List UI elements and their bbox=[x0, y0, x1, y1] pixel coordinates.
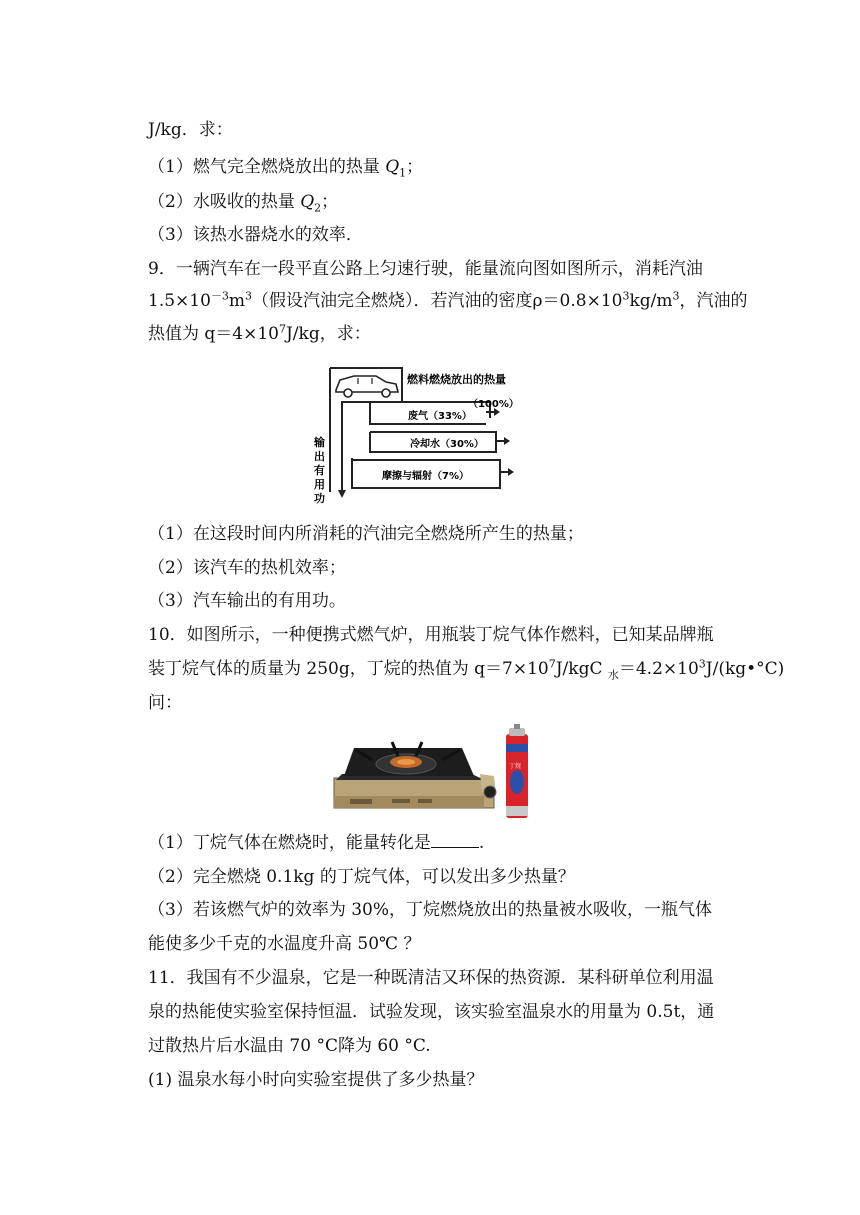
gas-canister-icon bbox=[506, 724, 528, 818]
diagram-useful-work-5: 功 bbox=[314, 492, 325, 505]
text-line: （3）若该燃气炉的效率为 30%，丁烷燃烧放出的热量被水吸收，一瓶气体 bbox=[148, 900, 713, 920]
text-line: （1）丁烷气体在燃烧时，能量转化是 . bbox=[148, 833, 485, 853]
diagram-total: （100%） bbox=[468, 399, 519, 410]
text-line: $1.5\times 10^{-3}m^3$（假设汽油完全燃烧）．若汽油的密度$\rho=0.8\times 10^3kg/m^3$，汽油的 bbox=[148, 289, 748, 311]
diagram-useful-work-4: 用 bbox=[314, 478, 325, 491]
text-line: 问： bbox=[148, 693, 182, 713]
text-line: （2）该汽车的热机效率； bbox=[148, 558, 346, 578]
question-11-text: 11．我国有不少温泉，它是一种既清洁又环保的热资源．某科研单位利用温 bbox=[148, 968, 714, 988]
car-icon bbox=[336, 376, 398, 397]
portable-stove-image bbox=[332, 724, 532, 820]
text-line: （2）完全燃烧 0.1kg 的丁烷气体，可以发出多少热量？ bbox=[148, 867, 575, 887]
diagram-coolant: 冷却水（30%） bbox=[410, 439, 484, 450]
text-line: 热值为 $q=4\times 10^7J/kg$，求： bbox=[148, 322, 371, 344]
text-line: 能使多少千克的水温度升高 50℃ ？ bbox=[148, 934, 421, 954]
text-line: 过散热片后水温由 70 °C降为 60 °C. bbox=[148, 1036, 431, 1056]
can-label: 丁烷 bbox=[509, 763, 522, 770]
diagram-useful-work-3: 有 bbox=[314, 464, 325, 477]
text-line: 装丁烷气体的质量为 250g，丁烷的热值为 $q=7\times 10^7J$/kgC $_水=4.2\times 10^3J/(kg•^\circ C)$ bbox=[148, 657, 785, 682]
diagram-exhaust: 废气（33%） bbox=[408, 411, 472, 422]
answer-blank[interactable] bbox=[431, 831, 479, 848]
text-line: （1）燃气完全燃烧放出的热量 $Q_1$； bbox=[148, 157, 424, 180]
text-line: J/kg．求： bbox=[148, 120, 233, 140]
text-line: （3）该热水器烧水的效率． bbox=[148, 225, 363, 245]
diagram-friction: 摩擦与辐射（7%） bbox=[382, 471, 469, 482]
question-9-text: 9．一辆汽车在一段平直公路上匀速行驶，能量流向图如图所示，消耗汽油 bbox=[148, 259, 703, 279]
energy-flow-diagram bbox=[310, 362, 535, 512]
diagram-title: 燃料燃烧放出的热量 bbox=[407, 373, 506, 386]
diagram-useful-work-2: 出 bbox=[314, 450, 325, 463]
diagram-useful-work-1: 输 bbox=[314, 436, 325, 449]
text-line: (1) 温泉水每小时向实验室提供了多少热量？ bbox=[148, 1070, 484, 1090]
question-10-text: 10．如图所示，一种便携式燃气炉，用瓶装丁烷气体作燃料，已知某品牌瓶 bbox=[148, 625, 714, 645]
text-line: （2）水吸收的热量 $Q_2$； bbox=[148, 192, 339, 215]
text-line: （1）在这段时间内所消耗的汽油完全燃烧所产生的热量； bbox=[148, 524, 584, 544]
text-line: 泉的热能使实验室保持恒温．试验发现，该实验室温泉水的用量为 0.5t，通 bbox=[148, 1002, 715, 1022]
text-line: （3）汽车输出的有用功。 bbox=[148, 591, 346, 611]
